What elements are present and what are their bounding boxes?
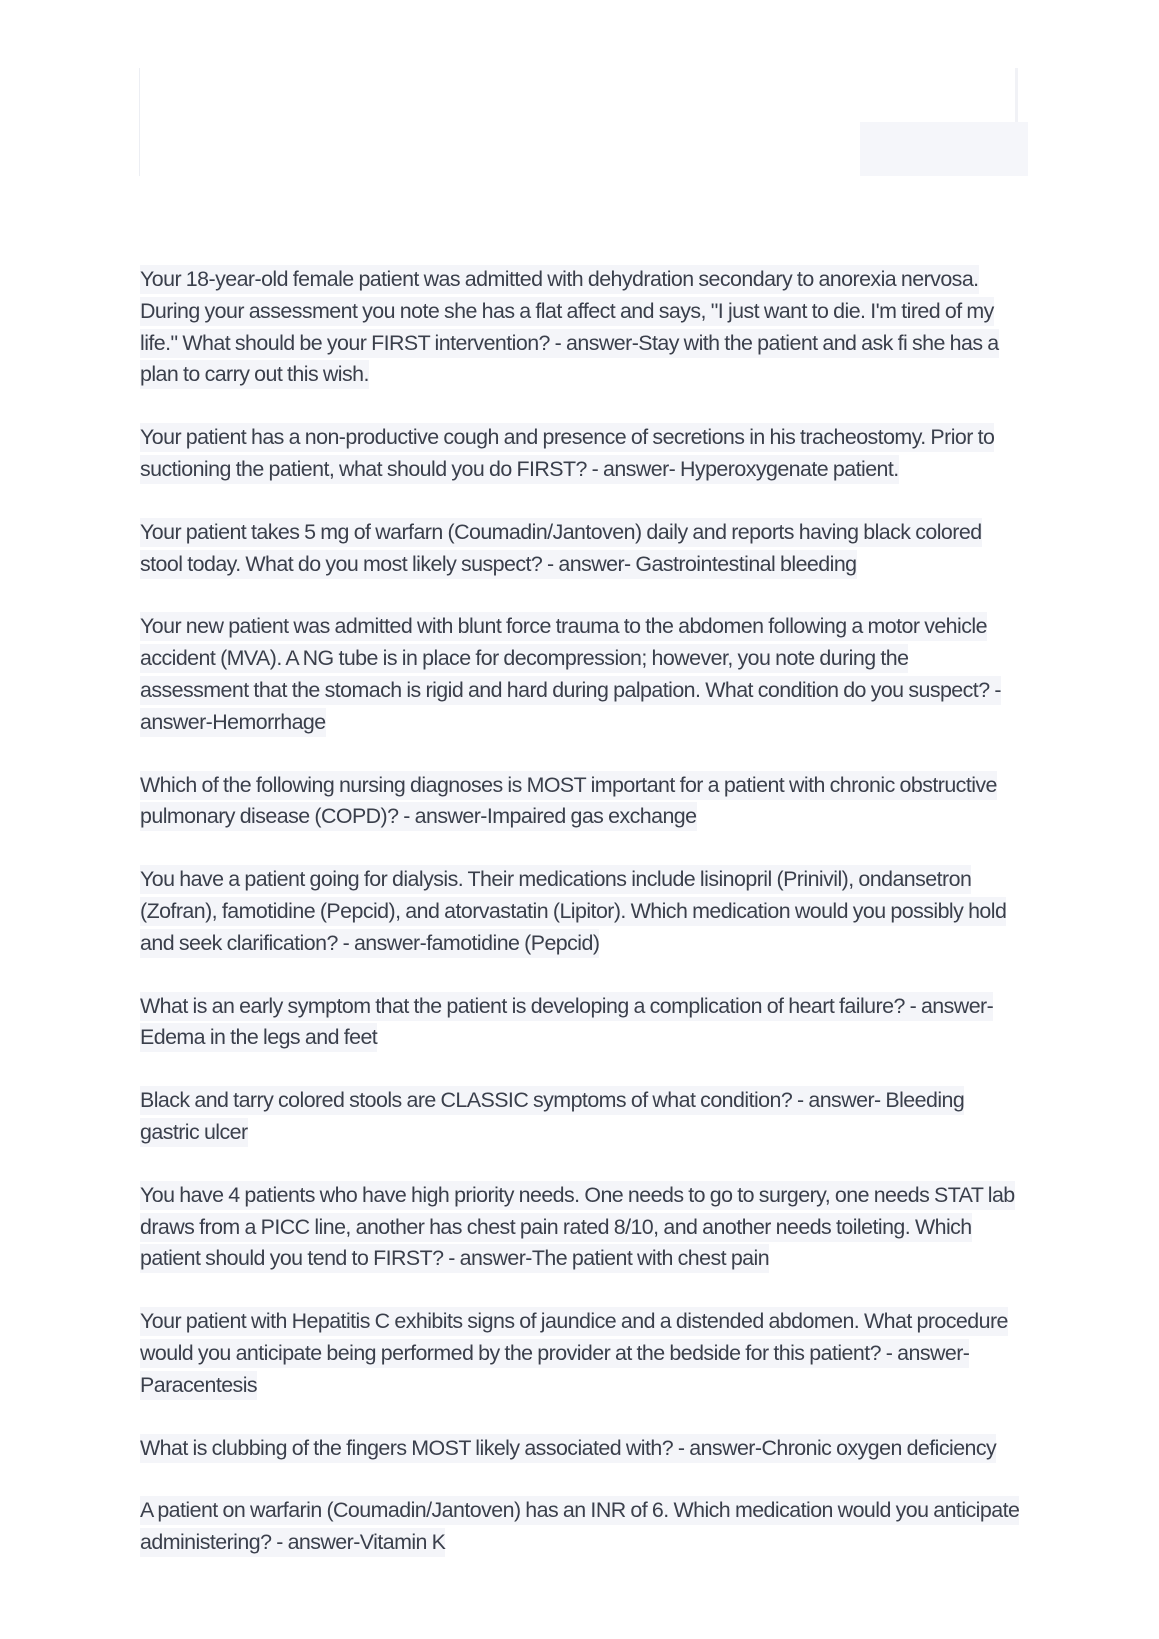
qa-item	[140, 864, 1020, 959]
qa-text: What is an early symptom that the patient is developing a complication of heart failure? - answer-Edema in the legs and feet	[140, 992, 993, 1053]
qa-text: Your patient takes 5 mg of warfarn (Coumadin/Jantoven) daily and reports having black colored stool today. What do you most likely suspect? - answer- Gastrointestinal bleeding	[140, 518, 982, 579]
qa-text: Your new patient was admitted with blunt force trauma to the abdomen following a motor vehicle accident (MVA). A NG tube is in place for decompression; however, you note during the assessment that the stomach is rigid and hard during palpation. What condition do you suspect? - answer-Hemorrhage	[140, 612, 1001, 736]
qa-item	[140, 1306, 1020, 1401]
qa-text: Your patient has a non-productive cough and presence of secretions in his tracheostomy. Prior to suctioning the patient, what should you do FIRST? - answer- Hyperoxygenate patient.	[140, 423, 994, 484]
qa-item	[140, 611, 1020, 738]
qa-item	[140, 1085, 1020, 1149]
qa-text: Black and tarry colored stools are CLASSIC symptoms of what condition? - answer- Bleeding gastric ulcer	[140, 1086, 964, 1147]
qa-list	[140, 264, 1020, 1590]
qa-text: You have a patient going for dialysis. Their medications include lisinopril (Prinivil), ondansetron (Zofran), famotidine (Pepcid), and atorvastatin (Lipitor). Which medication would you possibly hold and seek clarification? - answer-famotidine (Pepcid)	[140, 865, 1006, 958]
qa-item	[140, 770, 1020, 834]
qa-text: Which of the following nursing diagnoses is MOST important for a patient with chronic obstructive pulmonary disease (COPD)? - answer-Impaired gas exchange	[140, 771, 997, 832]
qa-item	[140, 1433, 1020, 1465]
qa-item	[140, 517, 1020, 581]
qa-text: Your 18-year-old female patient was admitted with dehydration secondary to anorexia nervosa. During your assessment you note she has a flat affect and says, "I just want to die. I'm tired of my life." What should be your FIRST intervention? - answer-Stay with the patient and ask fi she has a plan to carry out this wish.	[140, 265, 999, 389]
qa-text: What is clubbing of the fingers MOST likely associated with? - answer-Chronic oxygen deficiency	[140, 1434, 996, 1463]
header-tab	[860, 122, 1028, 176]
qa-item	[140, 264, 1020, 391]
qa-item	[140, 422, 1020, 486]
qa-item	[140, 991, 1020, 1055]
qa-item	[140, 1495, 1020, 1559]
qa-text: A patient on warfarin (Coumadin/Jantoven) has an INR of 6. Which medication would you anticipate administering? - answer-Vitamin K	[140, 1496, 1019, 1557]
qa-text: You have 4 patients who have high priority needs. One needs to go to surgery, one needs STAT lab draws from a PICC line, another has chest pain rated 8/10, and another needs toileting. Which patient should you tend to FIRST? - answer-The patient with chest pain	[140, 1181, 1015, 1274]
qa-text: Your patient with Hepatitis C exhibits signs of jaundice and a distended abdomen. What procedure would you anticipate being performed by the provider at the bedside for this patient? - answer-Paracentesis	[140, 1307, 1008, 1400]
qa-item	[140, 1180, 1020, 1275]
